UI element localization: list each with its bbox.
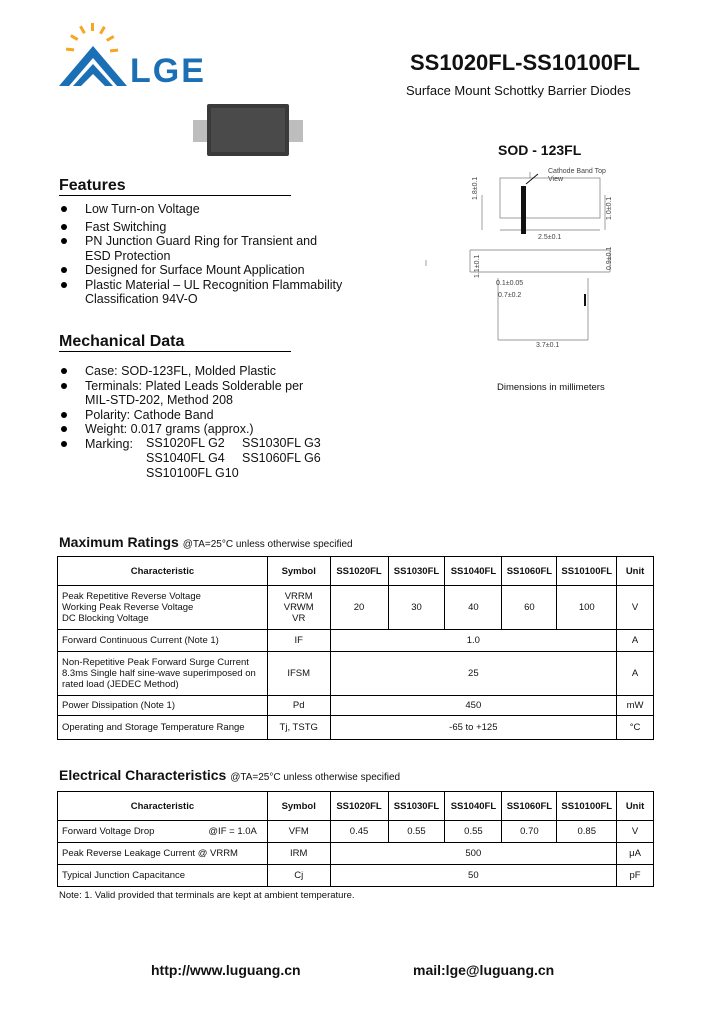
unit-cell: A xyxy=(617,630,654,652)
note: Note: 1. Valid provided that terminals are kept at ambient temperature. xyxy=(59,890,355,901)
value-cell: 50 xyxy=(330,865,617,887)
dim-label: 0.1±0.05 xyxy=(496,280,524,287)
value-cell: 0.85 xyxy=(557,821,617,843)
char-cell: Peak Reverse Leakage Current @ VRRM xyxy=(58,843,268,865)
value-cell: 40 xyxy=(445,586,502,630)
symbol-line: VRRM xyxy=(284,591,313,602)
value-cell: 0.45 xyxy=(330,821,388,843)
symbol-cell: IFSM xyxy=(267,652,330,696)
symbol-cell: Cj xyxy=(267,865,330,887)
value-cell: 30 xyxy=(388,586,445,630)
dim-label: 0.9±0.1 xyxy=(606,246,613,270)
marking-item: SS10100FL G10 xyxy=(146,466,239,480)
condition-text: @IF = 1.0A xyxy=(208,826,257,837)
elec-heading: Electrical Characteristics xyxy=(59,767,227,783)
header-cell: SS1060FL xyxy=(502,557,557,586)
list-item: Polarity: Cathode Band xyxy=(59,408,349,423)
dim-label: 3.7±0.1 xyxy=(536,342,560,349)
list-item: Low Turn-on Voltage xyxy=(59,202,349,217)
char-cell: Non-Repetitive Peak Forward Surge Current 8.3ms Single half sine-wave superimposed on rated load (JEDEC Method) xyxy=(58,652,268,696)
brand-name: LGE xyxy=(130,52,206,90)
header-cell: SS10100FL xyxy=(557,557,617,586)
header-cell: SS1030FL xyxy=(388,792,445,821)
table-row xyxy=(58,630,654,652)
table-row xyxy=(58,843,654,865)
package-label: SOD - 123FL xyxy=(498,142,582,158)
marking-item: SS1020FL G2 xyxy=(146,436,225,450)
char-cell: Typical Junction Capacitance xyxy=(58,865,268,887)
max-ratings-heading: Maximum Ratings xyxy=(59,534,179,550)
symbol-line: VRWM xyxy=(283,602,314,613)
symbol-cell: Pd xyxy=(267,696,330,716)
value-cell: 1.0 xyxy=(330,630,617,652)
symbol-cell: IF xyxy=(267,630,330,652)
subtitle: Surface Mount Schottky Barrier Diodes xyxy=(406,83,631,98)
char-cell: Forward Continuous Current (Note 1) xyxy=(58,630,268,652)
table-row xyxy=(58,652,654,696)
table-row xyxy=(58,716,654,740)
unit-cell: V xyxy=(617,821,654,843)
mechanical-title: Mechanical Data xyxy=(59,333,185,350)
value-cell: 0.70 xyxy=(502,821,557,843)
header-cell: SS1030FL xyxy=(388,557,445,586)
website-link[interactable]: http://www.luguang.cn xyxy=(151,962,301,978)
unit-cell: A xyxy=(617,652,654,696)
symbol-cell xyxy=(267,586,330,630)
symbol-cell: Tj, TSTG xyxy=(267,716,330,740)
value-cell: 0.55 xyxy=(445,821,502,843)
value-cell: 60 xyxy=(502,586,557,630)
char-cell xyxy=(58,821,268,843)
cathode-band xyxy=(521,186,526,234)
char-line: Peak Repetitive Reverse Voltage xyxy=(62,591,201,602)
header-cell: SS1020FL xyxy=(330,792,388,821)
symbol-cell: IRM xyxy=(267,843,330,865)
marking-item: SS1030FL G3 xyxy=(242,436,321,450)
table-header-row xyxy=(58,792,654,821)
char-cell: Operating and Storage Temperature Range xyxy=(58,716,268,740)
part-range-title: SS1020FL-SS10100FL xyxy=(410,50,640,75)
char-cell xyxy=(58,586,268,630)
header-cell: Characteristic xyxy=(58,557,268,586)
features-list xyxy=(59,202,349,307)
dim-label: 2.5±0.1 xyxy=(538,234,562,241)
elec-table xyxy=(57,791,654,887)
package-diagram xyxy=(420,160,640,370)
header-cell: SS1040FL xyxy=(445,557,502,586)
table-row xyxy=(58,865,654,887)
value-cell: 500 xyxy=(330,843,617,865)
max-ratings-condition: @TA=25°C unless otherwise specified xyxy=(182,539,353,550)
value-cell: 450 xyxy=(330,696,617,716)
elec-title xyxy=(59,767,400,783)
mechanical-rule xyxy=(59,351,291,352)
header-cell: Symbol xyxy=(267,557,330,586)
diagram-caption: Dimensions in millimeters xyxy=(497,382,605,393)
header-cell: SS1040FL xyxy=(445,792,502,821)
value-cell: 100 xyxy=(557,586,617,630)
unit-cell: pF xyxy=(617,865,654,887)
header-cell: Unit xyxy=(617,792,654,821)
unit-cell: °C xyxy=(617,716,654,740)
features-rule xyxy=(59,195,291,196)
marking-label: Marking: xyxy=(85,436,133,451)
dim-label: 0.7±0.2 xyxy=(498,292,522,299)
char-text: Forward Voltage Drop xyxy=(62,826,155,837)
logo-sun-icon xyxy=(55,22,135,92)
dim-label: 1.0±0.1 xyxy=(606,196,613,220)
marking-item: SS1040FL G4 xyxy=(146,451,225,465)
features-title: Features xyxy=(59,177,126,194)
char-line: DC Blocking Voltage xyxy=(62,613,149,624)
list-item: Weight: 0.017 grams (approx.) xyxy=(59,422,349,437)
table-header-row xyxy=(58,557,654,586)
header-cell: Unit xyxy=(617,557,654,586)
cathode-band-label: Cathode Band Top View xyxy=(548,168,606,183)
marking-item: SS1060FL G6 xyxy=(242,451,321,465)
unit-cell: V xyxy=(617,586,654,630)
symbol-cell: VFM xyxy=(267,821,330,843)
email-link[interactable]: mail:lge@luguang.cn xyxy=(413,962,555,978)
table-row xyxy=(58,821,654,843)
unit-cell: μA xyxy=(617,843,654,865)
table-row xyxy=(58,586,654,630)
list-item: Case: SOD-123FL, Molded Plastic xyxy=(59,364,349,379)
list-item: Plastic Material – UL Recognition Flammability Classification 94V-O xyxy=(59,278,345,307)
table-row xyxy=(58,696,654,716)
char-line: Working Peak Reverse Voltage xyxy=(62,602,194,613)
logo xyxy=(55,22,135,92)
char-cell: Power Dissipation (Note 1) xyxy=(58,696,268,716)
dim-label: 1.1±0.1 xyxy=(474,254,481,278)
header-cell: SS10100FL xyxy=(557,792,617,821)
dim-label: 1.8±0.1 xyxy=(472,176,479,200)
header-cell: SS1020FL xyxy=(330,557,388,586)
value-cell: -65 to +125 xyxy=(330,716,617,740)
list-item: Designed for Surface Mount Application xyxy=(59,263,349,278)
header-cell: Symbol xyxy=(267,792,330,821)
elec-condition: @TA=25°C unless otherwise specified xyxy=(230,772,401,783)
value-cell: 0.55 xyxy=(388,821,445,843)
value-cell: 20 xyxy=(330,586,388,630)
symbol-line: VR xyxy=(292,613,306,624)
max-ratings-title xyxy=(59,534,353,550)
header-cell: SS1060FL xyxy=(502,792,557,821)
max-ratings-table xyxy=(57,556,654,740)
value-cell: 25 xyxy=(330,652,617,696)
list-item: Fast Switching xyxy=(59,220,349,235)
unit-cell: mW xyxy=(617,696,654,716)
list-item: Terminals: Plated Leads Solderable per MIL-STD-202, Method 208 xyxy=(59,379,325,408)
list-item: PN Junction Guard Ring for Transient and ESD Protection xyxy=(59,234,325,263)
header-cell: Characteristic xyxy=(58,792,268,821)
component-image xyxy=(193,104,303,156)
